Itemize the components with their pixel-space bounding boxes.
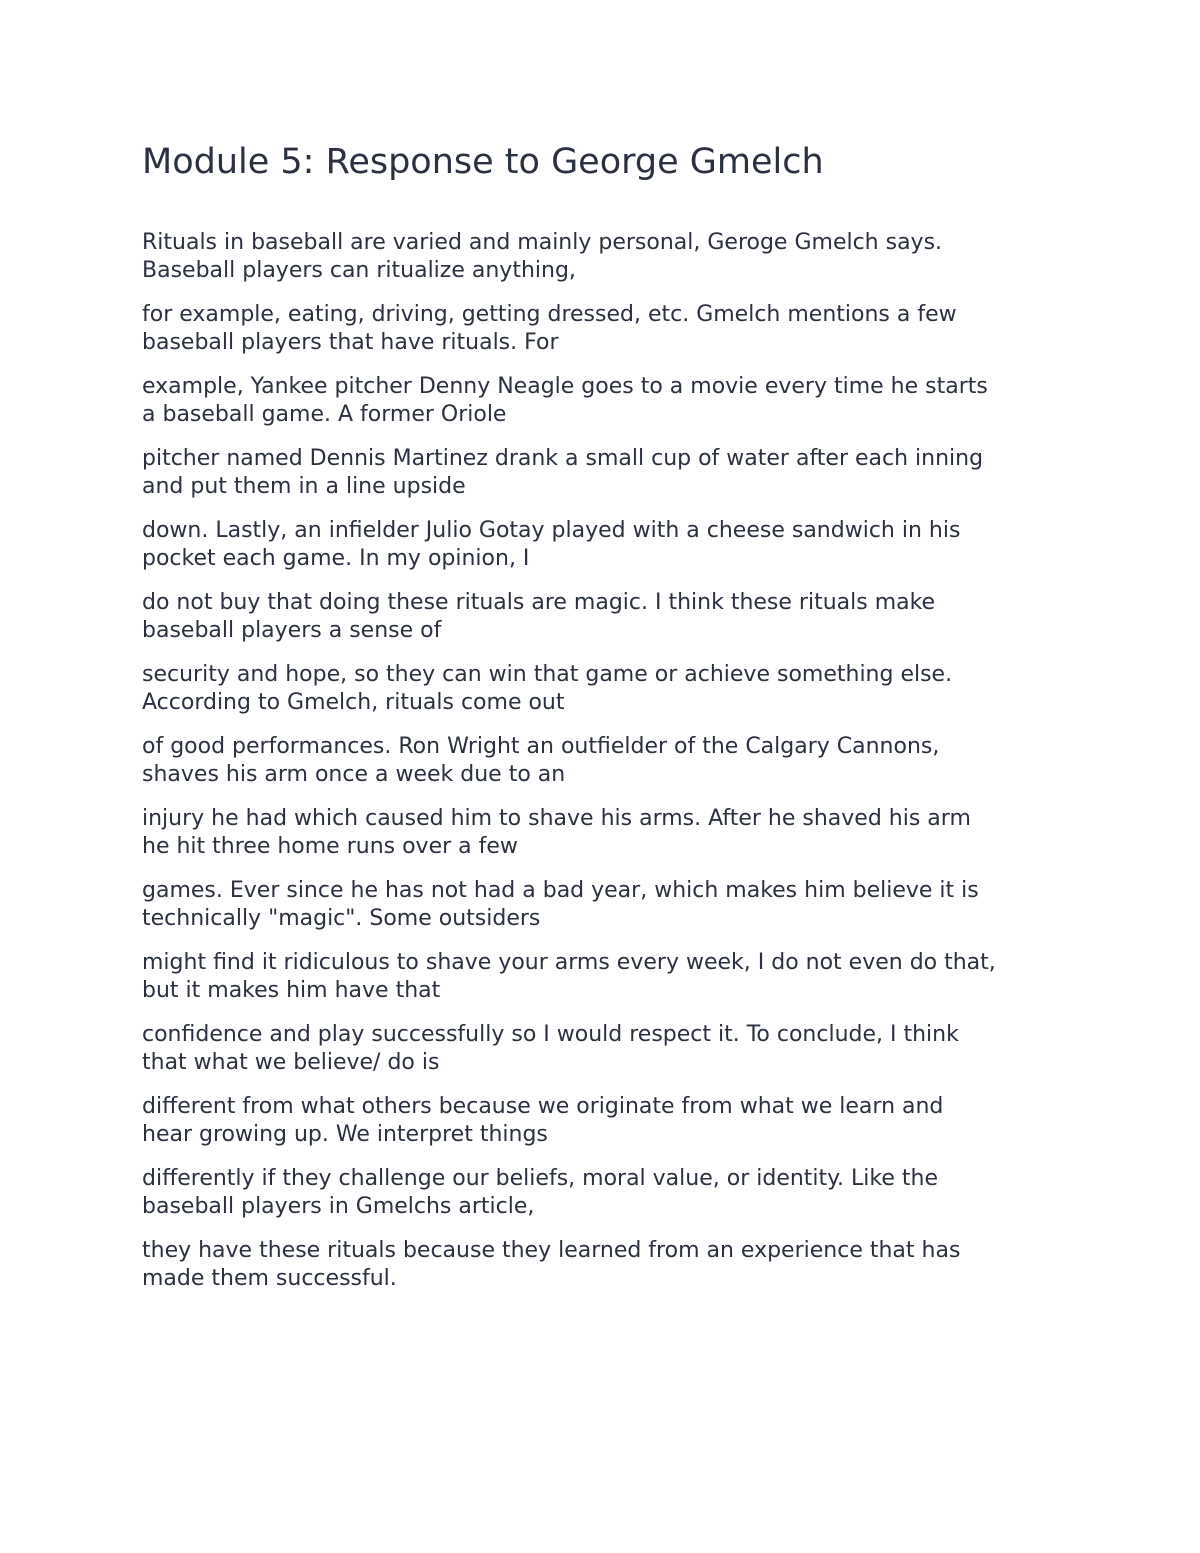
- paragraph: [142, 1021, 1072, 1076]
- paragraph-line: of good performances. Ron Wright an outfielder of the Calgary Cannons,: [142, 734, 940, 759]
- paragraph-line: games. Ever since he has not had a bad year, which makes him believe it is: [142, 878, 979, 903]
- paragraph-line: different from what others because we originate from what we learn and: [142, 1094, 944, 1119]
- paragraph: [142, 589, 1072, 644]
- paragraph-line: security and hope, so they can win that game or achieve something else.: [142, 662, 953, 687]
- document-title: Module 5: Response to George Gmelch: [142, 142, 824, 182]
- paragraph: [142, 661, 1072, 716]
- paragraph-line: might find it ridiculous to shave your arms every week, I do not even do that,: [142, 950, 996, 975]
- paragraph-line: down. Lastly, an infielder Julio Gotay played with a cheese sandwich in his: [142, 518, 961, 543]
- paragraph-line: pitcher named Dennis Martinez drank a small cup of water after each inning: [142, 446, 984, 471]
- paragraph: [142, 877, 1072, 932]
- paragraph-line: According to Gmelch, rituals come out: [142, 689, 565, 715]
- paragraph-line: technically "magic". Some outsiders: [142, 905, 541, 931]
- paragraph: [142, 445, 1072, 500]
- paragraph: [142, 1093, 1072, 1148]
- paragraph-line: and put them in a line upside: [142, 473, 466, 499]
- paragraph-line: a baseball game. A former Oriole: [142, 401, 507, 427]
- paragraph-line: baseball players in Gmelchs article,: [142, 1193, 535, 1219]
- paragraph: [142, 1237, 1072, 1292]
- paragraph-line: shaves his arm once a week due to an: [142, 761, 566, 787]
- paragraph-line: Baseball players can ritualize anything,: [142, 257, 576, 283]
- paragraph-line: baseball players that have rituals. For: [142, 329, 559, 355]
- paragraph: [142, 229, 1072, 284]
- paragraph-line: he hit three home runs over a few: [142, 833, 518, 859]
- paragraph-line: Rituals in baseball are varied and mainly personal, Geroge Gmelch says.: [142, 230, 943, 255]
- paragraph-line: for example, eating, driving, getting dressed, etc. Gmelch mentions a few: [142, 302, 957, 327]
- paragraph: [142, 1165, 1072, 1220]
- paragraph-line: example, Yankee pitcher Denny Neagle goes to a movie every time he starts: [142, 374, 988, 399]
- paragraph: [142, 805, 1072, 860]
- paragraph: [142, 949, 1072, 1004]
- paragraph-line: hear growing up. We interpret things: [142, 1121, 548, 1147]
- paragraph-line: differently if they challenge our beliefs, moral value, or identity. Like the: [142, 1166, 938, 1191]
- paragraph-line: that what we believe/ do is: [142, 1049, 440, 1075]
- document-body: [142, 229, 1072, 1309]
- paragraph-line: confidence and play successfully so I would respect it. To conclude, I think: [142, 1022, 959, 1047]
- paragraph-line: baseball players a sense of: [142, 617, 442, 643]
- paragraph: [142, 517, 1072, 572]
- paragraph: [142, 733, 1072, 788]
- paragraph-line: injury he had which caused him to shave his arms. After he shaved his arm: [142, 806, 971, 831]
- paragraph: [142, 301, 1072, 356]
- paragraph: [142, 373, 1072, 428]
- paragraph-line: made them successful.: [142, 1265, 397, 1291]
- paragraph-line: but it makes him have that: [142, 977, 441, 1003]
- paragraph-line: do not buy that doing these rituals are magic. I think these rituals make: [142, 590, 936, 615]
- paragraph-line: pocket each game. In my opinion, I: [142, 545, 530, 571]
- paragraph-line: they have these rituals because they learned from an experience that has: [142, 1238, 961, 1263]
